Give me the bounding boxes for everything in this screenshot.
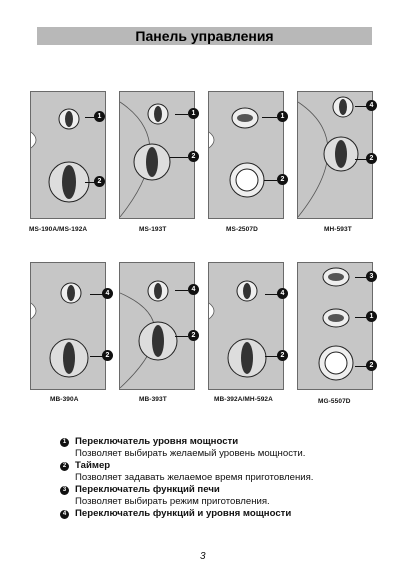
model-label: MB-392A/MH-592A (214, 396, 273, 403)
callout-marker: 2 (188, 151, 199, 162)
callout-marker: 4 (366, 100, 377, 111)
panel-illustration (120, 92, 195, 219)
callout-marker: 2 (366, 153, 377, 164)
legend-item (60, 484, 380, 496)
callout-leader (175, 336, 188, 337)
page-title: Панель управления (135, 28, 274, 44)
callout-marker: 2 (102, 350, 113, 361)
callout-marker: 2 (94, 176, 105, 187)
callout-marker: 1 (366, 311, 377, 322)
control-panel-mg-5507d (297, 262, 373, 390)
control-panel-ms-193t (119, 91, 195, 219)
model-label: MS-193T (139, 226, 167, 233)
callout-marker: 2 (277, 174, 288, 185)
callout-marker: 3 (366, 271, 377, 282)
model-label: MB-393T (139, 396, 167, 403)
legend-title: Переключатель функций печи (75, 484, 220, 495)
callout-leader (170, 157, 188, 158)
callout-marker: 1 (277, 111, 288, 122)
callout-leader (175, 114, 188, 115)
panel-illustration (31, 92, 106, 219)
callout-marker: 4 (102, 288, 113, 299)
control-panel-ms-2507d (208, 91, 284, 219)
legend-description: Позволяет выбирать режим приготовления. (75, 496, 270, 507)
callout-leader (264, 180, 277, 181)
control-panel-ms-190a (30, 91, 106, 219)
page-number: 3 (200, 551, 206, 562)
legend-title: Переключатель уровня мощности (75, 436, 239, 447)
panel-illustration (298, 92, 373, 219)
legend (60, 436, 380, 520)
callout-marker: 4 (277, 288, 288, 299)
control-panel-mb-390a (30, 262, 106, 390)
legend-description: Позволяет задавать желаемое время приготовления. (75, 472, 314, 483)
legend-title: Переключатель функций и уровня мощности (75, 508, 292, 519)
control-panel-mb-393t (119, 262, 195, 390)
legend-number: 2 (60, 462, 69, 471)
panel-illustration (209, 92, 284, 219)
callout-marker: 4 (188, 284, 199, 295)
callout-marker: 1 (94, 111, 105, 122)
model-label: MH-593T (324, 226, 352, 233)
callout-marker: 2 (366, 360, 377, 371)
model-label: MG-5507D (318, 398, 351, 405)
callout-leader (262, 117, 277, 118)
callout-marker: 2 (188, 330, 199, 341)
panel-illustration (209, 263, 284, 390)
legend-item (60, 460, 380, 472)
model-label: MS-2507D (226, 226, 258, 233)
callout-marker: 2 (277, 350, 288, 361)
legend-item (60, 508, 380, 520)
control-panel-mh-593t (297, 91, 373, 219)
legend-item (60, 436, 380, 448)
legend-description: Позволяет выбирать желаемый уровень мощности. (75, 448, 306, 459)
legend-number: 3 (60, 486, 69, 495)
page-title-bar (37, 27, 372, 45)
legend-title: Таймер (75, 460, 111, 471)
panel-illustration (298, 263, 373, 390)
model-label: MB-390A (50, 396, 79, 403)
panel-illustration (31, 263, 106, 390)
control-panel-mb-392a (208, 262, 284, 390)
legend-number: 1 (60, 438, 69, 447)
legend-number: 4 (60, 510, 69, 519)
model-label: MS-190A/MS-192A (29, 226, 88, 233)
callout-leader (175, 290, 188, 291)
callout-marker: 1 (188, 108, 199, 119)
panel-illustration (120, 263, 195, 390)
